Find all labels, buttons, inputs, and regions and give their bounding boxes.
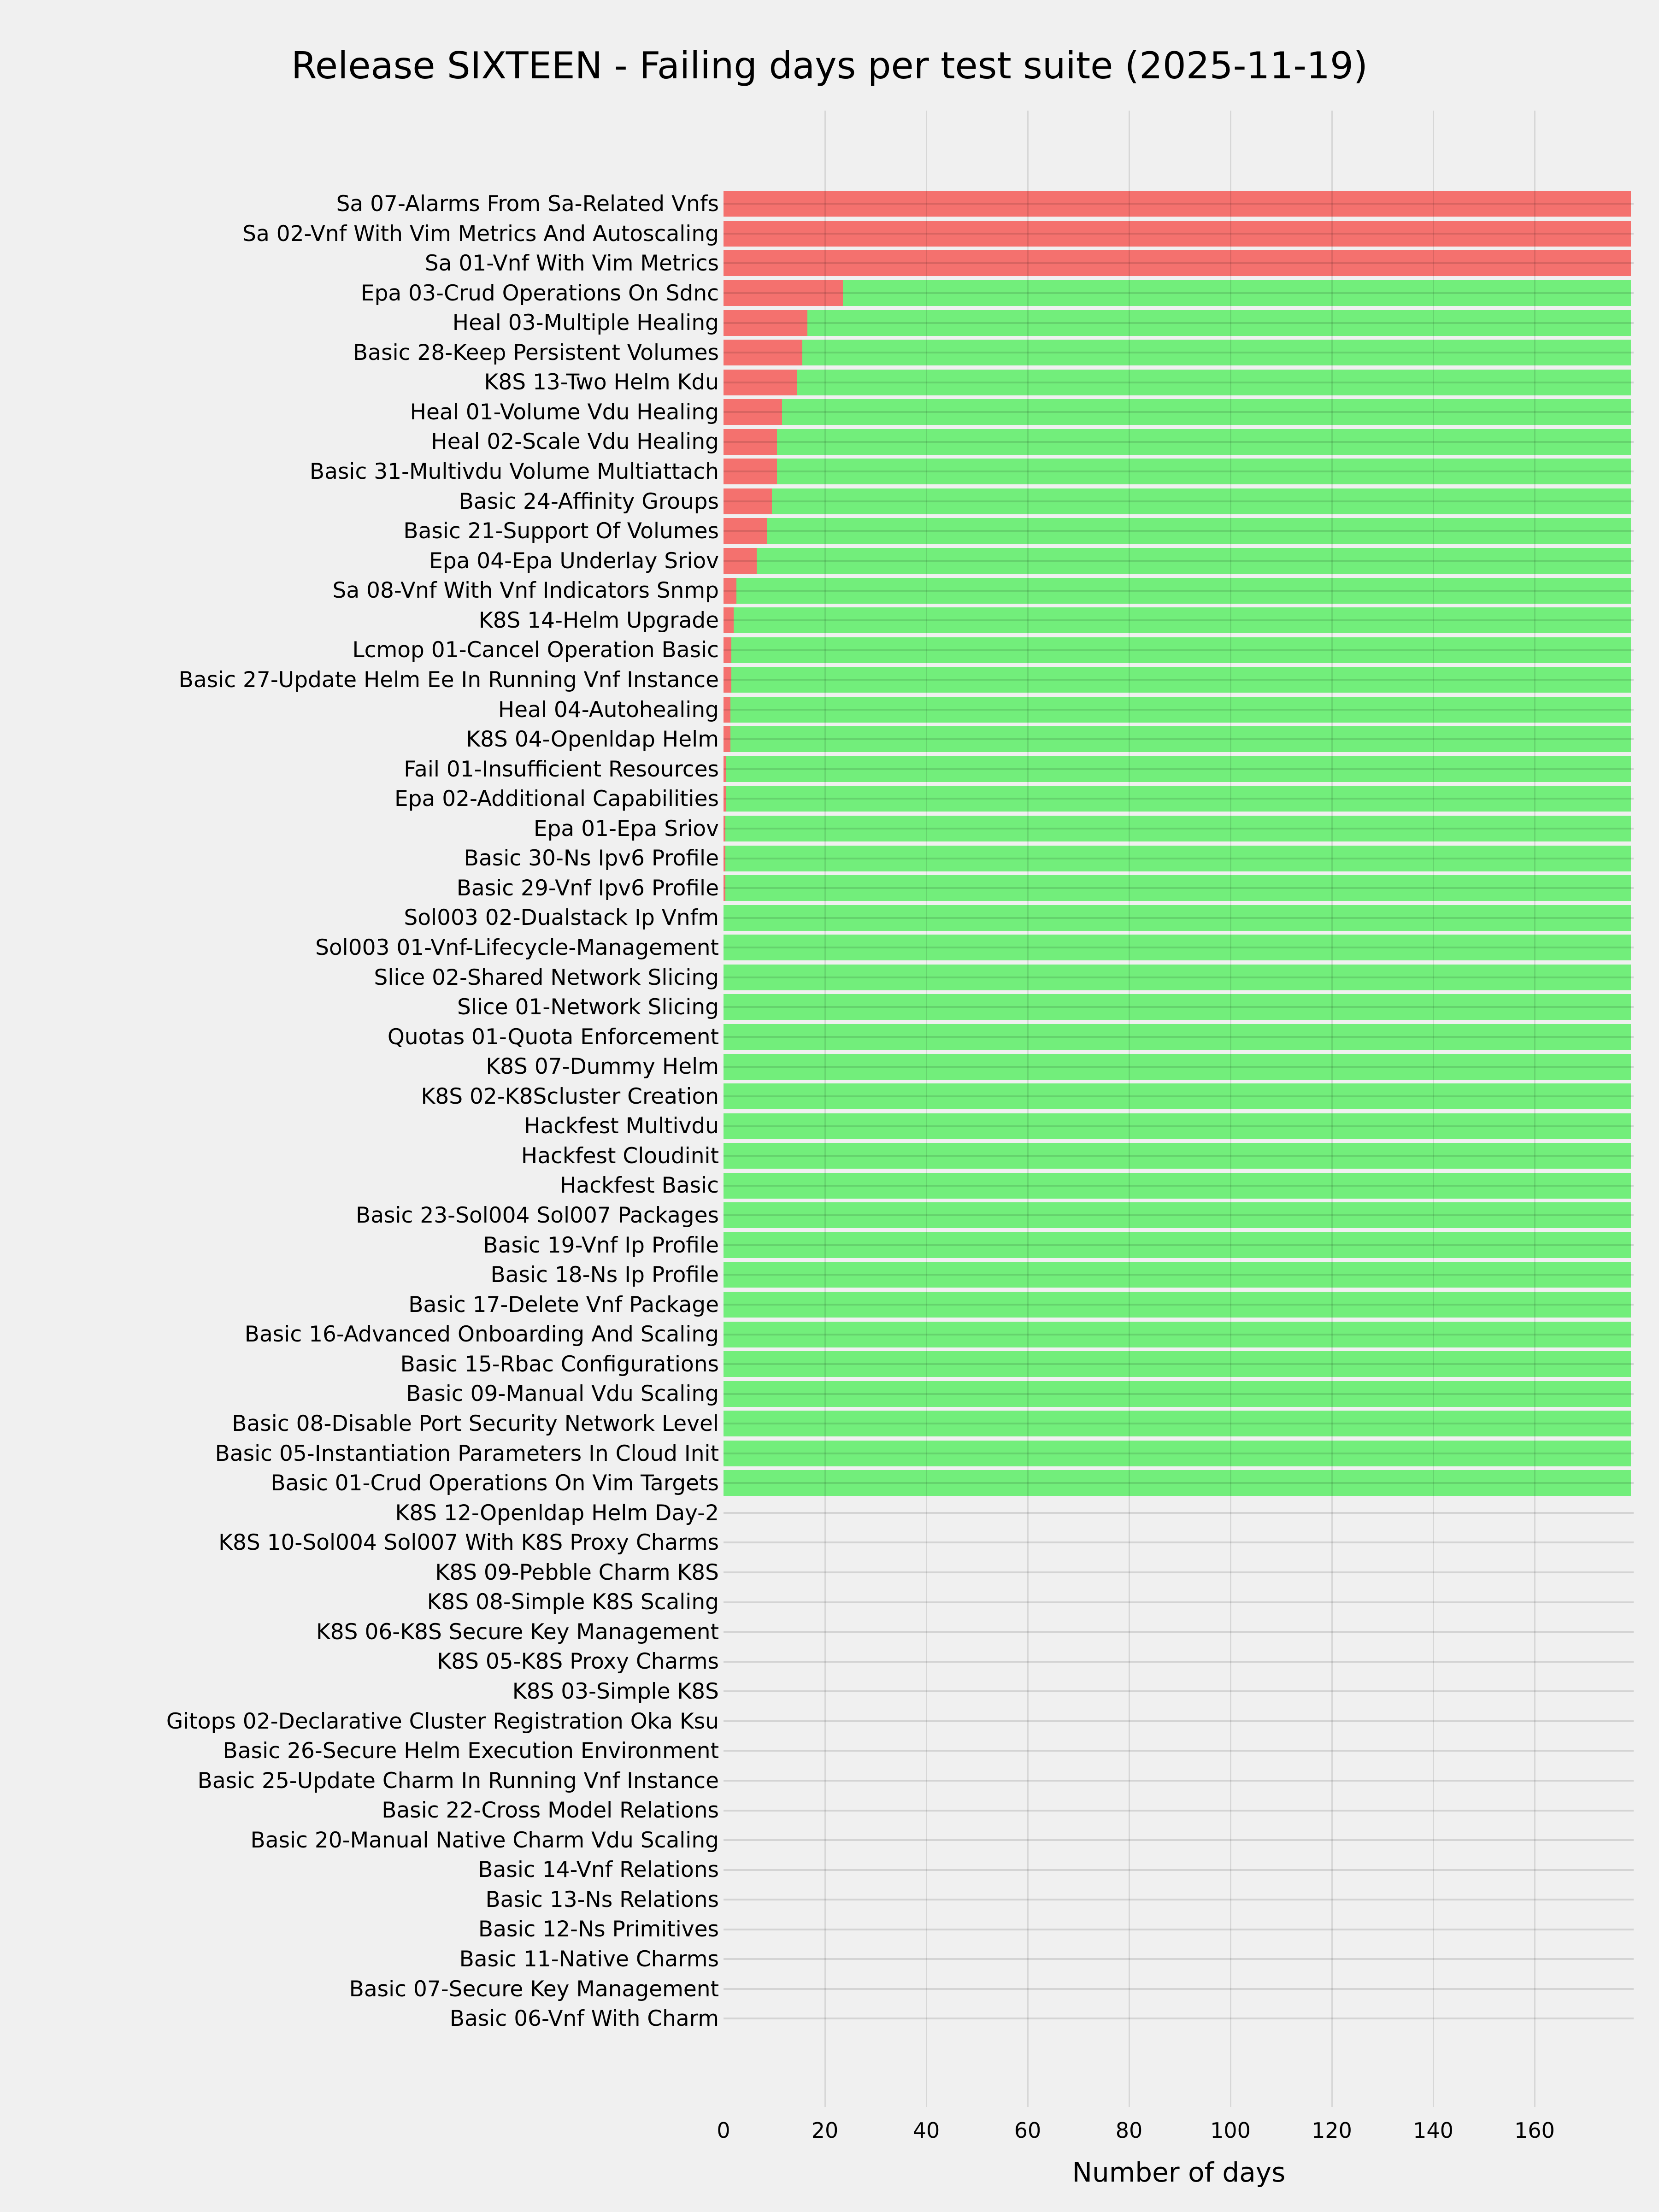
y-gridline: [724, 560, 1634, 562]
y-tick-label: Basic 07-Secure Key Management: [349, 1976, 719, 2002]
x-tick-label: 140: [1413, 2118, 1453, 2143]
y-tick-label: Basic 16-Advanced Onboarding And Scaling: [244, 1322, 719, 1347]
y-gridline: [724, 1750, 1634, 1752]
y-gridline: [724, 1810, 1634, 1812]
y-tick-label: Epa 04-Epa Underlay Sriov: [429, 548, 719, 574]
y-gridline: [724, 500, 1634, 502]
y-tick-label: Epa 03-Crud Operations On Sdnc: [360, 280, 719, 306]
y-tick-label: Basic 23-Sol004 Sol007 Packages: [355, 1203, 719, 1229]
y-gridline: [724, 262, 1634, 264]
x-tick-label: 0: [717, 2118, 730, 2143]
y-gridline: [724, 1125, 1634, 1127]
y-gridline: [724, 1274, 1634, 1276]
y-tick-label: K8S 13-Two Helm Kdu: [484, 370, 719, 395]
y-tick-label: K8S 07-Dummy Helm: [486, 1054, 719, 1080]
y-gridline: [724, 649, 1634, 651]
x-gridline: [1230, 111, 1231, 2107]
y-gridline: [724, 382, 1634, 383]
y-gridline: [724, 1661, 1634, 1663]
y-gridline: [724, 1839, 1634, 1841]
y-tick-label: Slice 01-Network Slicing: [457, 994, 719, 1020]
plot-area: [724, 111, 1634, 2107]
y-gridline: [724, 1929, 1634, 1930]
y-gridline: [724, 1869, 1634, 1871]
y-gridline: [724, 679, 1634, 681]
y-tick-label: Basic 24-Affinity Groups: [459, 488, 719, 514]
y-tick-label: Quotas 01-Quota Enforcement: [387, 1024, 719, 1050]
y-tick-label: K8S 02-K8Scluster Creation: [421, 1083, 719, 1109]
y-tick-label: Basic 12-Ns Primitives: [478, 1917, 719, 1942]
y-gridline: [724, 292, 1634, 294]
y-gridline: [724, 1453, 1634, 1454]
y-tick-label: K8S 08-Simple K8S Scaling: [427, 1589, 719, 1615]
y-tick-label: Basic 28-Keep Persistent Volumes: [353, 340, 719, 365]
y-gridline: [724, 1899, 1634, 1900]
y-tick-label: Basic 01-Crud Operations On Vim Targets: [271, 1471, 719, 1496]
y-tick-label: Basic 15-Rbac Configurations: [400, 1351, 719, 1377]
y-tick-label: Basic 31-Multivdu Volume Multiattach: [309, 459, 719, 485]
x-axis-label: Number of days: [1072, 2157, 1286, 2188]
y-tick-label: Sa 08-Vnf With Vnf Indicators Snmp: [332, 578, 719, 604]
y-gridline: [724, 619, 1634, 621]
x-tick-label: 100: [1210, 2118, 1251, 2143]
y-gridline: [724, 1363, 1634, 1365]
x-gridline: [1433, 111, 1434, 2107]
y-tick-label: Slice 02-Shared Network Slicing: [374, 965, 719, 990]
y-gridline: [724, 1482, 1634, 1484]
y-gridline: [724, 1423, 1634, 1424]
y-tick-label: K8S 06-K8S Secure Key Management: [316, 1619, 719, 1645]
y-tick-label: Heal 01-Volume Vdu Healing: [410, 399, 719, 425]
y-gridline: [724, 887, 1634, 889]
y-tick-label: Sa 01-Vnf With Vim Metrics: [424, 251, 719, 276]
y-tick-label: Sol003 02-Dualstack Ip Vnfm: [404, 905, 719, 931]
x-gridline: [1027, 111, 1029, 2107]
y-gridline: [724, 1571, 1634, 1573]
y-tick-label: Basic 05-Instantiation Parameters In Cloud Init: [215, 1441, 719, 1466]
y-gridline: [724, 1036, 1634, 1038]
y-gridline: [724, 798, 1634, 800]
y-tick-label: Heal 03-Multiple Healing: [452, 310, 719, 336]
y-tick-label: Basic 27-Update Helm Ee In Running Vnf Instance: [178, 667, 719, 693]
y-tick-label: Basic 21-Support Of Volumes: [403, 518, 719, 544]
y-gridline: [724, 917, 1634, 919]
y-gridline: [724, 977, 1634, 978]
y-tick-label: Basic 06-Vnf With Charm: [449, 2006, 719, 2032]
y-gridline: [724, 2018, 1634, 2019]
y-tick-label: K8S 09-Pebble Charm K8S: [435, 1559, 719, 1585]
y-tick-label: Basic 13-Ns Relations: [485, 1887, 719, 1912]
y-gridline: [724, 322, 1634, 324]
y-gridline: [724, 738, 1634, 740]
y-gridline: [724, 1214, 1634, 1216]
y-tick-label: Heal 04-Autohealing: [498, 697, 719, 723]
y-tick-label: Hackfest Basic: [560, 1173, 719, 1199]
x-gridline: [824, 111, 826, 2107]
y-gridline: [724, 1512, 1634, 1514]
y-gridline: [724, 203, 1634, 205]
x-tick-label: 80: [1115, 2118, 1143, 2143]
y-gridline: [724, 1095, 1634, 1097]
y-gridline: [724, 1155, 1634, 1157]
y-tick-label: Basic 29-Vnf Ipv6 Profile: [456, 875, 719, 901]
y-gridline: [724, 471, 1634, 472]
y-gridline: [724, 1601, 1634, 1603]
y-gridline: [724, 828, 1634, 830]
y-tick-label: Sol003 01-Vnf-Lifecycle-Management: [315, 935, 719, 960]
y-gridline: [724, 1958, 1634, 1960]
x-tick-label: 160: [1514, 2118, 1555, 2143]
y-tick-label: Hackfest Cloudinit: [521, 1143, 719, 1169]
y-tick-label: Epa 01-Epa Sriov: [533, 816, 719, 841]
y-gridline: [724, 1185, 1634, 1187]
y-gridline: [724, 590, 1634, 592]
y-tick-label: Basic 19-Vnf Ip Profile: [483, 1232, 719, 1258]
y-tick-label: Lcmop 01-Cancel Operation Basic: [352, 637, 719, 663]
x-gridline: [926, 111, 927, 2107]
y-gridline: [724, 768, 1634, 770]
x-tick-label: 120: [1312, 2118, 1352, 2143]
y-gridline: [724, 233, 1634, 235]
y-tick-label: Basic 17-Delete Vnf Package: [408, 1292, 719, 1318]
y-gridline: [724, 1006, 1634, 1008]
y-tick-label: Basic 14-Vnf Relations: [478, 1857, 719, 1883]
x-tick-label: 20: [811, 2118, 839, 2143]
y-gridline: [724, 1690, 1634, 1692]
y-gridline: [724, 709, 1634, 711]
y-tick-label: Basic 25-Update Charm In Running Vnf Instance: [197, 1768, 719, 1794]
y-gridline: [724, 1304, 1634, 1306]
y-tick-label: Basic 11-Native Charms: [459, 1947, 719, 1972]
y-tick-label: Basic 18-Ns Ip Profile: [490, 1262, 719, 1288]
y-gridline: [724, 352, 1634, 353]
y-tick-label: K8S 14-Helm Upgrade: [478, 607, 719, 633]
y-gridline: [724, 947, 1634, 948]
y-gridline: [724, 1244, 1634, 1246]
y-gridline: [724, 1720, 1634, 1722]
y-tick-label: K8S 10-Sol004 Sol007 With K8S Proxy Charms: [218, 1530, 719, 1556]
y-tick-label: K8S 04-Openldap Helm: [466, 727, 719, 753]
y-gridline: [724, 530, 1634, 532]
y-tick-label: K8S 12-Openldap Helm Day-2: [395, 1500, 719, 1526]
y-gridline: [724, 1334, 1634, 1335]
x-tick-label: 60: [1014, 2118, 1041, 2143]
y-gridline: [724, 411, 1634, 413]
y-gridline: [724, 1780, 1634, 1782]
y-gridline: [724, 441, 1634, 443]
y-tick-label: Basic 20-Manual Native Charm Vdu Scaling: [250, 1827, 719, 1853]
chart-title: Release SIXTEEN - Failing days per test suite (2025-11-19): [291, 44, 1368, 87]
y-gridline: [724, 1631, 1634, 1633]
y-gridline: [724, 1988, 1634, 1990]
y-tick-label: K8S 05-K8S Proxy Charms: [437, 1649, 719, 1675]
y-gridline: [724, 1541, 1634, 1543]
y-gridline: [724, 1066, 1634, 1068]
y-tick-label: Hackfest Multivdu: [524, 1113, 719, 1139]
y-tick-label: Heal 02-Scale Vdu Healing: [431, 429, 719, 455]
x-tick-label: 40: [912, 2118, 940, 2143]
y-tick-label: Sa 07-Alarms From Sa-Related Vnfs: [336, 191, 719, 217]
y-tick-label: K8S 03-Simple K8S: [512, 1679, 719, 1704]
y-tick-label: Basic 30-Ns Ipv6 Profile: [464, 846, 719, 871]
y-gridline: [724, 1393, 1634, 1395]
y-tick-label: Gitops 02-Declarative Cluster Registration Oka Ksu: [166, 1708, 719, 1734]
y-gridline: [724, 858, 1634, 859]
y-tick-label: Epa 02-Additional Capabilities: [394, 786, 719, 812]
x-gridline: [1534, 111, 1535, 2107]
y-tick-label: Basic 26-Secure Helm Execution Environment: [223, 1738, 719, 1764]
y-tick-label: Basic 22-Cross Model Relations: [382, 1798, 719, 1824]
y-tick-label: Basic 09-Manual Vdu Scaling: [406, 1381, 719, 1407]
y-tick-label: Sa 02-Vnf With Vim Metrics And Autoscaling: [242, 221, 719, 247]
y-tick-label: Fail 01-Insufficient Resources: [404, 756, 719, 782]
x-gridline: [1129, 111, 1130, 2107]
x-gridline: [1331, 111, 1333, 2107]
y-tick-label: Basic 08-Disable Port Security Network Level: [232, 1411, 719, 1436]
